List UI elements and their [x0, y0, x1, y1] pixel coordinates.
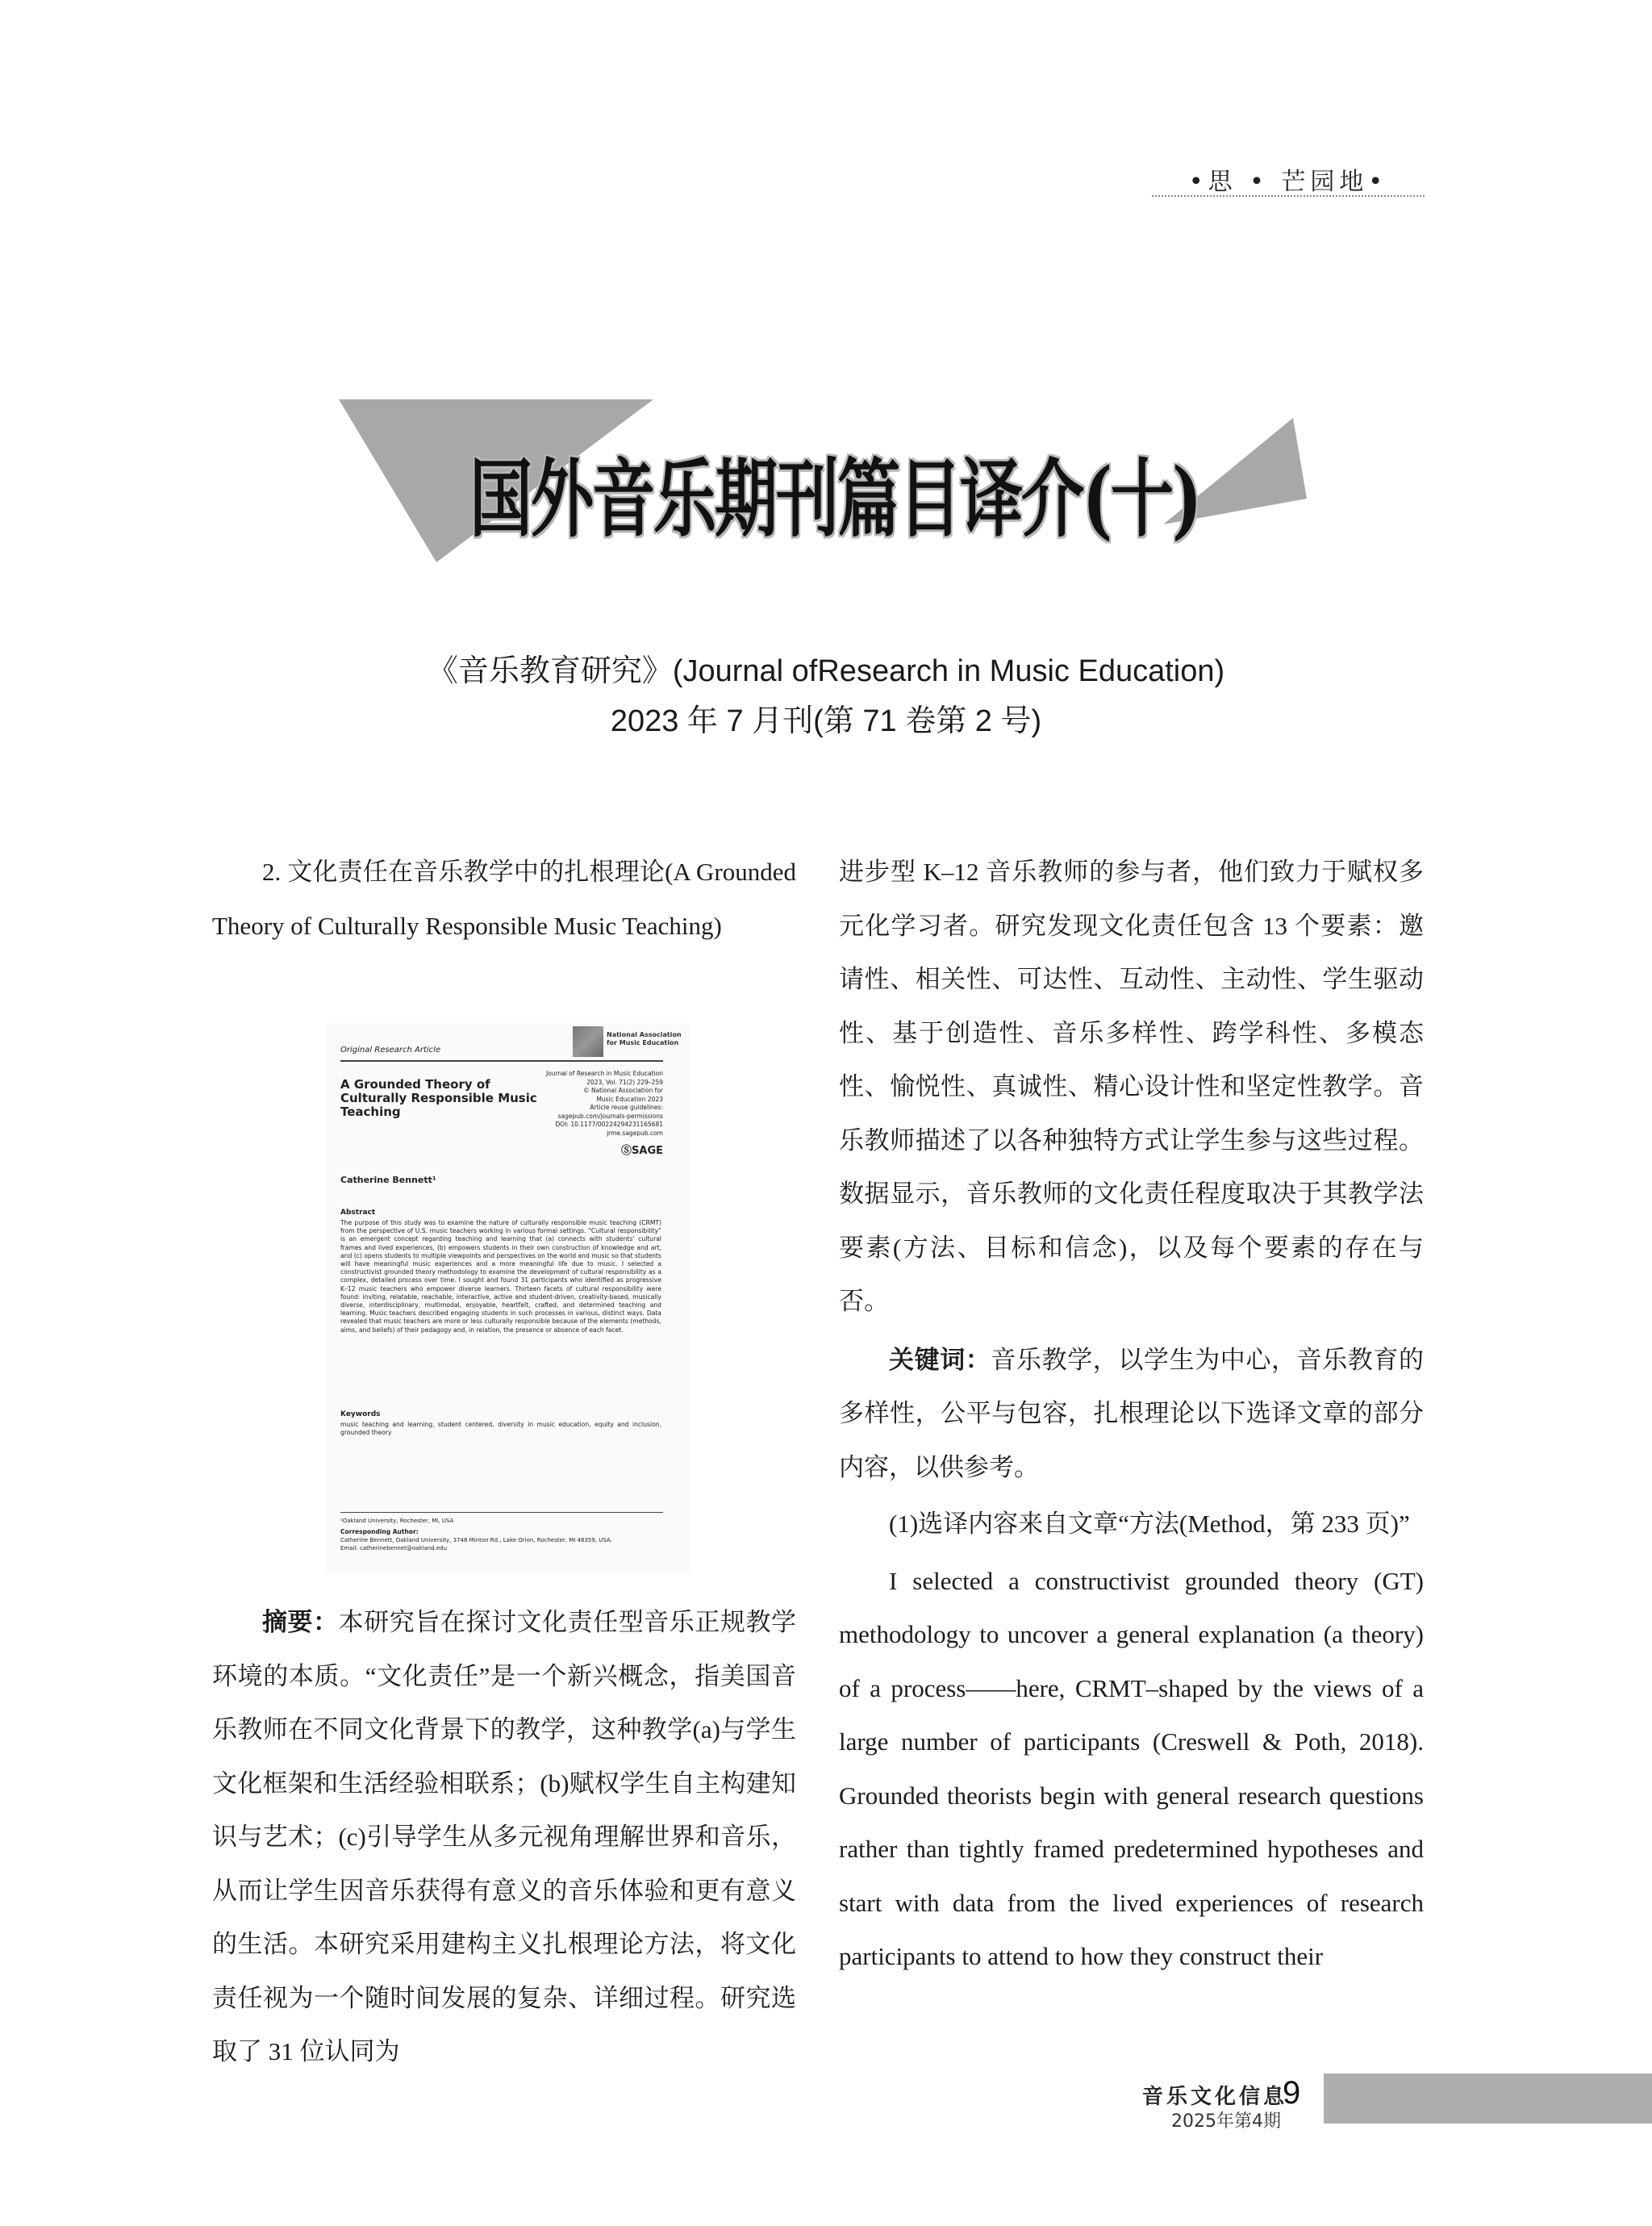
sage-logo: ⓈSAGE	[621, 1145, 663, 1157]
article-heading: 2. 文化责任在音乐教学中的扎根理论(A Grounded Theory of Culturally Responsible Music Teaching)	[212, 858, 796, 940]
excerpt-heading: (1)选译内容来自文章“方法(Method，第 233 页)”	[889, 1510, 1410, 1538]
page-number: 9	[1283, 2075, 1301, 2111]
article-first-page-image	[326, 1023, 690, 1573]
article-author: Catherine Bennett¹	[340, 1175, 436, 1185]
excerpt-text: I selected a constructivist grounded theory (GT) methodology to uncover a general explanation (a theory) of a process——here, CRMT–shaped by the views of a large number of participants (Creswell & Poth, 2018). Grounded theorists begin with general research questions rather than tightly framed predetermined hypotheses and start with data from the lived experiences of research participants to attend to how they construct their	[839, 1566, 1424, 1970]
abstract-continued: 进步型 K–12 音乐教师的参与者，他们致力于赋权多元化学习者。研究发现文化责任包含 13 个要素：邀请性、相关性、可达性、互动性、主动性、学生驱动性、基于创造性、音乐多样性、跨学科性、多模态性、愉悦性、真诚性、精心设计性和坚定性教学。音乐教师描述了以各种独特方式让学生参与这些过程。数据显示，音乐教师的文化责任程度取决于其教学法要素(方法、目标和信念)，以及每个要素的存在与否。	[839, 858, 1424, 1315]
article-image-title: A Grounded Theory of Culturally Responsible Music Teaching	[340, 1077, 537, 1119]
header-rule	[340, 1060, 663, 1062]
keywords-en: music teaching and learning, student centered, diversity in music education, equity and inclusion, grounded theory	[340, 1421, 661, 1437]
keywords-text: 音乐教学，以学生为中心，音乐教育的多样性，公平与包容，扎根理论以下选译文章的部分内容，以供参考。	[839, 1345, 1425, 1481]
right-column	[839, 846, 1424, 1984]
abstract-en: The purpose of this study was to examine the nature of culturally responsible music teaching (CRMT) from the perspective of U.S. music teachers working in various formal settings. “Cultural responsibility” is an emergent concept regarding teaching and learning that (a) connects with students’ cultural frames and lived experiences, (b) empowers students in their own construction of knowledge and art, and (c) opens students to multiple viewpoints and perspectives on the world and music so that students will have meaningful music experiences and a more meaningful life due to music. I selected a constructivist grounded theory methodology to examine the development of cultural responsibility as a complex, detailed process over time. I sought and found 31 participants who identified as progressive K–12 music teachers who empower diverse learners. Thirteen facets of cultural responsibility were found: inviting, relatable, reachable, interactive, active and student-driven, creativity-based, musically diverse, interdisciplinary, multimodal, enjoyable, heartfelt, crafted, and determined teaching and learning. Music teachers described engaging students in such processes in various, distinct ways. Data revealed that music teachers are more or less culturally responsible because of the elements (methods, aims, and beliefs) of their pedagogy and, in relation, the presence or absence of each facet.	[340, 1219, 661, 1334]
journal-name: 《音乐教育研究》(Journal ofResearch in Music Education)	[427, 654, 1225, 688]
abstract-label: 摘要：	[262, 1608, 339, 1637]
nafme-logo-text: National Association for Music Education	[607, 1031, 682, 1046]
page-title: 国外音乐期刊篇目译介(十)	[469, 449, 1200, 549]
abstract-heading: Abstract	[340, 1209, 376, 1217]
issue-label: 2025年第4期	[1171, 2111, 1281, 2132]
keywords-label: 关键词：	[889, 1345, 991, 1375]
keywords-heading: Keywords	[340, 1410, 381, 1418]
abstract-cn	[212, 1596, 796, 2079]
footer-bar	[1324, 2074, 1652, 2124]
article-meta: Journal of Research in Music Education 2023, Vol. 71(2) 229–259 © National Association for Music Education 2023 Article reuse guidelines: sagepub.com/journals-permissions DOI: 10.1177/00224294231165681 jrme.sagepub.com	[545, 1070, 663, 1137]
magazine-name: 音乐文化信息	[1142, 2085, 1288, 2109]
footnote-rule	[340, 1512, 663, 1513]
article-type: Original Research Article	[340, 1046, 441, 1055]
nafme-logo-icon	[573, 1026, 603, 1057]
article-footnote: ¹Oakland University, Rochester, MI, USA Corresponding Author: Catherine Bennett, Oakland University, 3748 Minton Rd., Lake Orion, Rochester, MI 48359, USA. Email: catherinebennet@oakland.edu	[340, 1518, 612, 1552]
abstract-text: 本研究旨在探讨文化责任型音乐正规教学环境的本质。“文化责任”是一个新兴概念，指美国音乐教师在不同文化背景下的教学，这种教学(a)与学生文化框架和生活经验相联系；(b)赋权学生自主构建知识与艺术；(c)引导学生从多元视角理解世界和音乐，从而让学生因音乐获得有意义的音乐体验和更有意义的生活。本研究采用建构主义扎根理论方法，将文化责任视为一个随时间发展的复杂、详细过程。研究选取了 31 位认同为	[212, 1608, 797, 2065]
column-tag: •思 • 芒园地•	[1188, 168, 1388, 196]
sage-s-icon: Ⓢ	[621, 1145, 632, 1157]
journal-issue: 2023 年 7 月刊(第 71 卷第 2 号)	[610, 704, 1042, 738]
